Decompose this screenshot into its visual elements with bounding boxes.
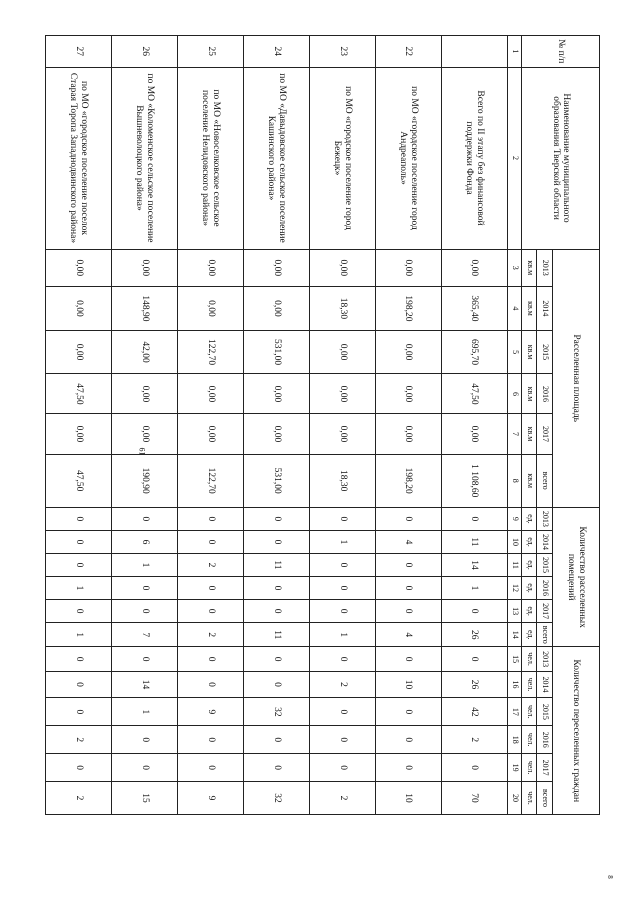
header-year-premises: 2017 — [537, 600, 553, 623]
cell-premises: 4 — [375, 623, 441, 647]
cell-premises: 2 — [177, 553, 243, 576]
header-col-index: 12 — [507, 577, 522, 600]
header-year-people: 2016 — [537, 726, 553, 754]
header-unit-premises: ед. — [522, 507, 537, 530]
header-col-index: 4 — [507, 287, 522, 331]
header-col-index: 17 — [507, 698, 522, 726]
cell-people: 0 — [375, 647, 441, 671]
cell-area: 0,00 — [375, 330, 441, 374]
header-col-index: 5 — [507, 330, 522, 374]
cell-premises: 26 — [441, 623, 507, 647]
header-year-area: всего — [537, 454, 553, 507]
cell-people: 9 — [177, 782, 243, 815]
cell-people: 10 — [375, 671, 441, 698]
row-name: Всего по II этапу без финансовой поддержки Фонда — [441, 67, 507, 249]
cell-premises: 14 — [441, 553, 507, 576]
table-row — [375, 36, 441, 815]
header-col-index: 7 — [507, 414, 522, 454]
cell-premises: 0 — [112, 600, 178, 623]
cell-people: 0 — [112, 726, 178, 754]
cell-premises: 6 — [112, 530, 178, 553]
cell-area: 0,00 — [309, 249, 375, 287]
cell-people: 42 — [441, 698, 507, 726]
header-name: Наименование муниципального образования Тверской области — [522, 67, 600, 249]
header-year-people: 2017 — [537, 754, 553, 782]
cell-people: 0 — [309, 726, 375, 754]
row-num: 25 — [177, 36, 243, 68]
cell-people: 0 — [112, 647, 178, 671]
cell-area: 198,20 — [375, 287, 441, 331]
header-col-index: 8 — [507, 454, 522, 507]
row-num — [441, 36, 507, 68]
cell-area: 0,00 — [441, 414, 507, 454]
cell-premises: 1 — [309, 623, 375, 647]
cell-area: 531,00 — [243, 330, 309, 374]
cell-people: 0 — [112, 754, 178, 782]
cell-premises: 0 — [46, 530, 112, 553]
cell-premises: 0 — [375, 600, 441, 623]
header-col-index: 6 — [507, 374, 522, 414]
cell-area: 42,00 — [112, 330, 178, 374]
cell-area: 531,00 — [243, 454, 309, 507]
cell-premises: 0 — [46, 553, 112, 576]
header-col-index: 9 — [507, 507, 522, 530]
cell-area: 18,30 — [309, 287, 375, 331]
cell-premises: 0 — [177, 577, 243, 600]
cell-premises: 1 — [46, 623, 112, 647]
header-year-area: 2015 — [537, 330, 553, 374]
rotated-table-container — [45, 35, 600, 815]
cell-area: 695,70 — [441, 330, 507, 374]
cell-people: 32 — [243, 782, 309, 815]
cell-people: 9 — [177, 698, 243, 726]
cell-area: 0,00 — [375, 249, 441, 287]
header-unit-premises: ед. — [522, 623, 537, 647]
header-year-people: 2014 — [537, 671, 553, 698]
header-unit-people: чел. — [522, 698, 537, 726]
cell-premises: 0 — [112, 577, 178, 600]
cell-people: 2 — [441, 726, 507, 754]
header-col-index: 11 — [507, 553, 522, 576]
row-num: 26 — [112, 36, 178, 68]
cell-area: 0,00 — [112, 414, 178, 454]
cell-people: 0 — [309, 647, 375, 671]
cell-area: 0,00 — [177, 414, 243, 454]
cell-premises: 11 — [243, 623, 309, 647]
header-col-index: 10 — [507, 530, 522, 553]
cell-area: 18,30 — [309, 454, 375, 507]
header-unit-premises: ед. — [522, 577, 537, 600]
header-year-area: 2014 — [537, 287, 553, 331]
resettlement-table — [45, 35, 600, 815]
cell-area: 0,00 — [243, 287, 309, 331]
cell-people: 0 — [177, 726, 243, 754]
cell-premises: 0 — [46, 600, 112, 623]
header-year-premises: 2013 — [537, 507, 553, 530]
header-col-index: 2 — [507, 67, 522, 249]
header-unit-area: кв.м — [522, 454, 537, 507]
header-col-index: 15 — [507, 647, 522, 671]
cell-area: 0,00 — [375, 414, 441, 454]
row-name: по МО «городское поселение поселок Старая Торопа Западнодвинского района» — [46, 67, 112, 249]
header-col-index: 13 — [507, 600, 522, 623]
cell-people: 2 — [46, 782, 112, 815]
cell-premises: 7 — [112, 623, 178, 647]
cell-people: 2 — [46, 726, 112, 754]
cell-area: 0,00 — [243, 414, 309, 454]
cell-people: 0 — [375, 726, 441, 754]
cell-area: 190,90 — [112, 454, 178, 507]
header-col-index: 16 — [507, 671, 522, 698]
cell-premises: 0 — [441, 600, 507, 623]
cell-people: 0 — [309, 698, 375, 726]
cell-people: 2 — [309, 671, 375, 698]
cell-premises: 4 — [375, 530, 441, 553]
row-name: по МО «Новоселковское сельское поселение Нелидовского района» — [177, 67, 243, 249]
corner-mark: 8 — [605, 875, 614, 879]
header-unit-area: кв.м — [522, 249, 537, 287]
header-unit-area: кв.м — [522, 287, 537, 331]
cell-people: 0 — [375, 754, 441, 782]
cell-people: 0 — [177, 647, 243, 671]
cell-people: 0 — [46, 754, 112, 782]
header-col-index: 20 — [507, 782, 522, 815]
cell-people: 0 — [46, 698, 112, 726]
cell-area: 148,90 — [112, 287, 178, 331]
cell-people: 0 — [243, 647, 309, 671]
cell-premises: 0 — [375, 553, 441, 576]
header-year-people: всего — [537, 782, 553, 815]
header-unit-area: кв.м — [522, 374, 537, 414]
table-row — [46, 36, 112, 815]
cell-people: 0 — [177, 671, 243, 698]
cell-people: 14 — [112, 671, 178, 698]
cell-premises: 0 — [177, 530, 243, 553]
cell-area: 0,00 — [46, 330, 112, 374]
header-area: Расселенная площадь — [553, 249, 600, 507]
cell-area: 47,50 — [46, 454, 112, 507]
cell-area: 0,00 — [177, 287, 243, 331]
row-name: по МО «Давыдовское сельское поселение Кашинского района» — [243, 67, 309, 249]
cell-premises: 0 — [46, 507, 112, 530]
cell-area: 0,00 — [375, 374, 441, 414]
row-num: 27 — [46, 36, 112, 68]
header-unit-area: кв.м — [522, 330, 537, 374]
table-row — [243, 36, 309, 815]
table-row — [309, 36, 375, 815]
cell-area: 0,00 — [46, 414, 112, 454]
cell-premises: 11 — [243, 553, 309, 576]
row-num: 24 — [243, 36, 309, 68]
cell-people: 0 — [441, 754, 507, 782]
cell-area: 122,70 — [177, 454, 243, 507]
header-unit-people: чел. — [522, 647, 537, 671]
header-unit-area: кв.м — [522, 414, 537, 454]
cell-premises: 0 — [375, 577, 441, 600]
cell-area: 198,20 — [375, 454, 441, 507]
cell-people: 2 — [309, 782, 375, 815]
header-unit-people: чел. — [522, 754, 537, 782]
row-name: по МО «городское поселение город Андреаполь» — [375, 67, 441, 249]
cell-area: 0,00 — [309, 414, 375, 454]
cell-area: 0,00 — [309, 330, 375, 374]
row-num: 23 — [309, 36, 375, 68]
cell-premises: 0 — [243, 507, 309, 530]
cell-people: 70 — [441, 782, 507, 815]
cell-premises: 2 — [177, 623, 243, 647]
header-col-index: 14 — [507, 623, 522, 647]
cell-people: 0 — [177, 754, 243, 782]
header-unit-people: чел. — [522, 671, 537, 698]
cell-people: 0 — [243, 671, 309, 698]
cell-premises: 0 — [309, 507, 375, 530]
header-col-index: 18 — [507, 726, 522, 754]
table-body — [46, 36, 600, 815]
row-name: по МО «Коломенское сельское поселение Вышневолоцкого района» — [112, 67, 178, 249]
table-row — [112, 36, 178, 815]
row-name: по МО «городское поселение город Бежецк» — [309, 67, 375, 249]
cell-people: 0 — [46, 671, 112, 698]
cell-people: 10 — [375, 782, 441, 815]
header-year-premises: всего — [537, 623, 553, 647]
header-year-area: 2013 — [537, 249, 553, 287]
cell-area: 0,00 — [243, 374, 309, 414]
cell-premises: 1 — [309, 530, 375, 553]
cell-premises: 0 — [441, 507, 507, 530]
table-row — [177, 36, 243, 815]
cell-area: 0,00 — [309, 374, 375, 414]
cell-area: 1 108,60 — [441, 454, 507, 507]
cell-area: 365,40 — [441, 287, 507, 331]
header-unit-people: чел. — [522, 726, 537, 754]
cell-people: 0 — [375, 698, 441, 726]
header-year-area: 2016 — [537, 374, 553, 414]
header-unit-premises: ед. — [522, 553, 537, 576]
cell-premises: 0 — [309, 600, 375, 623]
header-year-people: 2015 — [537, 698, 553, 726]
cell-area: 0,00 — [46, 287, 112, 331]
cell-people: 0 — [441, 647, 507, 671]
cell-area: 0,00 — [441, 249, 507, 287]
cell-people: 15 — [112, 782, 178, 815]
header-year-premises: 2014 — [537, 530, 553, 553]
cell-premises: 1 — [112, 553, 178, 576]
cell-area: 47,50 — [46, 374, 112, 414]
cell-premises: 0 — [112, 507, 178, 530]
header-year-area: 2017 — [537, 414, 553, 454]
cell-people: 0 — [46, 647, 112, 671]
cell-area: 0,00 — [243, 249, 309, 287]
cell-area: 47,50 — [441, 374, 507, 414]
header-year-premises: 2015 — [537, 553, 553, 576]
cell-people: 0 — [243, 726, 309, 754]
cell-premises: 0 — [243, 530, 309, 553]
cell-area: 0,00 — [112, 249, 178, 287]
header-unit-premises: ед. — [522, 530, 537, 553]
header-unit-people: чел. — [522, 782, 537, 815]
cell-premises: 1 — [441, 577, 507, 600]
cell-premises: 0 — [243, 577, 309, 600]
cell-area: 0,00 — [46, 249, 112, 287]
cell-area: 122,70 — [177, 330, 243, 374]
cell-premises: 0 — [243, 600, 309, 623]
cell-area: 0,00 — [177, 374, 243, 414]
cell-people: 32 — [243, 698, 309, 726]
cell-people: 0 — [309, 754, 375, 782]
header-unit-premises: ед. — [522, 600, 537, 623]
cell-premises: 0 — [177, 507, 243, 530]
header-num: № п/п — [522, 36, 600, 68]
header-col-index: 19 — [507, 754, 522, 782]
cell-premises: 0 — [309, 553, 375, 576]
page-number: 61 — [137, 447, 147, 456]
cell-people: 0 — [243, 754, 309, 782]
cell-premises: 0 — [375, 507, 441, 530]
table-row — [441, 36, 507, 815]
header-premises: Количество расселенных помещений — [553, 507, 600, 647]
header-people: Количество переселенных граждан — [553, 647, 600, 815]
header-year-people: 2013 — [537, 647, 553, 671]
header-year-premises: 2016 — [537, 577, 553, 600]
header-col-index: 1 — [507, 36, 522, 68]
cell-premises: 0 — [309, 577, 375, 600]
cell-people: 1 — [112, 698, 178, 726]
cell-premises: 0 — [177, 600, 243, 623]
row-num: 22 — [375, 36, 441, 68]
cell-area: 0,00 — [177, 249, 243, 287]
cell-area: 0,00 — [112, 374, 178, 414]
header-col-index: 3 — [507, 249, 522, 287]
cell-premises: 11 — [441, 530, 507, 553]
cell-premises: 1 — [46, 577, 112, 600]
cell-people: 26 — [441, 671, 507, 698]
